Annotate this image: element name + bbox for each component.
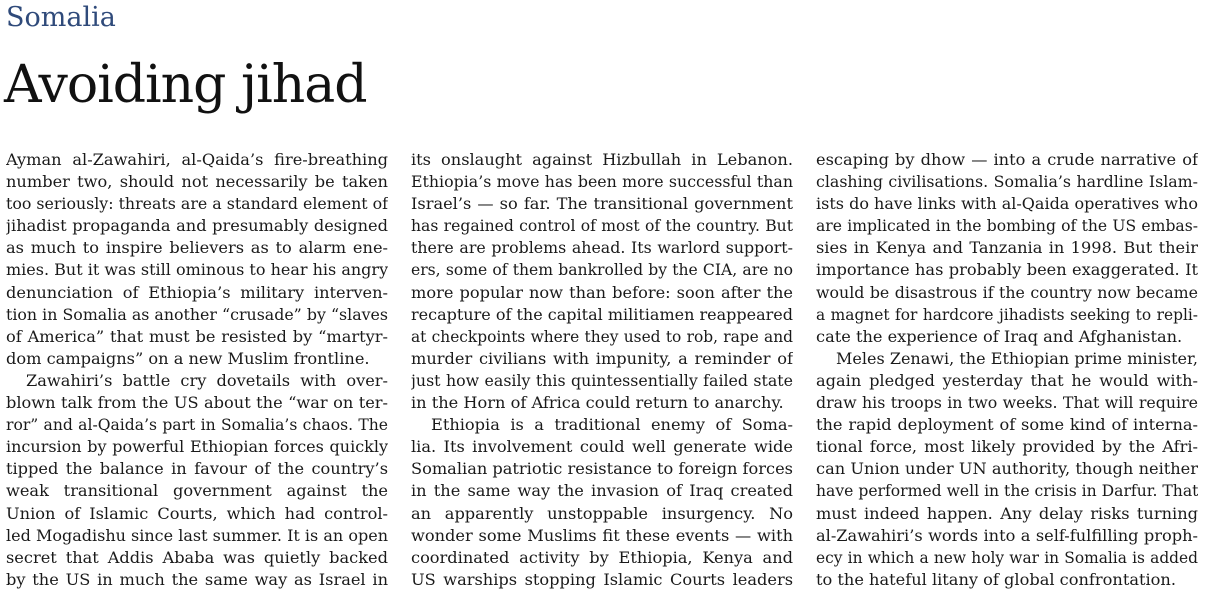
article-line: weak transitional government against the [6, 481, 388, 501]
article-line: ists do have links with al-Qaida operatives who [816, 194, 1198, 214]
article-line: to the hateful litany of global confrontation. [816, 569, 1176, 589]
article-line: a magnet for hardcore jihadists seeking to repli- [816, 305, 1198, 324]
article-line: denunciation of Ethiopia’s military interven- [6, 282, 388, 302]
article-line: ers, some of them bankrolled by the CIA, are no [411, 261, 793, 280]
article-line: would be disastrous if the country now became [816, 282, 1198, 302]
article-line: again pledged yesterday that he would with- [816, 370, 1198, 390]
article-line: has regained control of most of the country. But [411, 217, 793, 236]
article-line: coordinated activity by Ethiopia, Kenya and [411, 547, 793, 567]
article-line: sies in Kenya and Tanzania in 1998. But their [816, 238, 1198, 258]
article-line: led Mogadishu since last summer. It is an open [6, 525, 388, 545]
article-line: blown talk from the US about the “war on ter- [6, 393, 388, 413]
headline: Avoiding jihad [4, 55, 367, 115]
article-line: by the US in much the same way as Israel in [6, 569, 388, 589]
article-line: al-Zawahiri’s words into a self-fulfilling proph- [816, 525, 1198, 545]
article-line: murder civilians with impunity, a reminder of [411, 348, 793, 368]
article-line: recapture of the capital militiamen reappeared [411, 304, 793, 324]
article-line: Israel’s — so far. The transitional government [411, 194, 793, 214]
article-line: an apparently unstoppable insurgency. No [411, 503, 793, 523]
article-line: number two, should not necessarily be taken [6, 172, 388, 192]
article-line: as much to inspire believers as to alarm ene- [6, 238, 388, 258]
article-line: draw his troops in two weeks. That will require [816, 393, 1198, 413]
article-line: more popular now than before: soon after the [411, 282, 793, 302]
article-line: cate the experience of Iraq and Afghanistan. [816, 326, 1183, 346]
article-line: tional force, most likely provided by the Afri- [816, 437, 1198, 457]
article-line: must indeed happen. Any delay risks turning [816, 503, 1198, 523]
article-line: are implicated in the bombing of the US embas- [816, 217, 1198, 236]
article-line: wonder some Muslims fit these events — with [411, 525, 793, 545]
article-line: jihadist propaganda and presumably designed [6, 216, 388, 236]
article-line: clashing civilisations. Somalia’s hardline Islam- [816, 172, 1198, 192]
article-line: Ayman al-Zawahiri, al-Qaida’s fire-breathing [6, 150, 388, 169]
section-label: Somalia [6, 2, 116, 33]
article-line: ecy in which a new holy war in Somalia is added [816, 548, 1198, 567]
article-line: the rapid deployment of some kind of interna- [816, 415, 1198, 435]
article-line: incursion by powerful Ethiopian forces quickly [6, 437, 388, 457]
article-line: Zawahiri’s battle cry dovetails with over- [26, 370, 388, 390]
article-line: dom campaigns” on a new Muslim frontline. [6, 348, 370, 368]
article-line: can Union under UN authority, though neither [816, 459, 1198, 479]
article-line: ror” and al-Qaida’s part in Somalia’s chaos. The [6, 416, 388, 435]
article-line: have performed well in the crisis in Darfur. That [816, 482, 1198, 501]
article-line: too seriously: threats are a standard element of [6, 194, 388, 214]
article-column-1 [6, 149, 388, 591]
article-line: at checkpoints where they used to rob, rape and [411, 327, 793, 346]
article-line: tion in Somalia as another “crusade” by “slaves [6, 304, 388, 324]
article-line: Meles Zenawi, the Ethiopian prime minister, [836, 348, 1198, 368]
article-column-2 [411, 149, 793, 591]
article-line: tipped the balance in favour of the country’s [6, 459, 388, 479]
article-line: of America” that must be resisted by “martyr- [6, 326, 388, 346]
article-line: in the Horn of Africa could return to anarchy. [411, 393, 784, 413]
article-line: Ethiopia’s move has been more successful than [411, 172, 793, 192]
article-line: mies. But it was still ominous to hear his angry [6, 260, 388, 280]
article-line: escaping by dhow — into a crude narrative of [816, 150, 1198, 169]
article-line: its onslaught against Hizbullah in Lebanon. [411, 150, 793, 169]
article-line: Somalian patriotic resistance to foreign forces [411, 459, 793, 479]
article-column-3 [816, 149, 1198, 591]
article-line: lia. Its involvement could well generate wide [411, 437, 793, 457]
article-line: Ethiopia is a traditional enemy of Soma- [431, 415, 793, 435]
article-line: just how easily this quintessentially failed state [411, 370, 793, 390]
article-line: in the same way the invasion of Iraq created [411, 481, 793, 501]
article-line: Union of Islamic Courts, which had control- [6, 503, 388, 523]
article-line: there are problems ahead. Its warlord support- [411, 238, 793, 258]
article-line: US warships stopping Islamic Courts leaders [411, 569, 793, 589]
article-line: secret that Addis Ababa was quietly backed [6, 547, 388, 567]
article-line: importance has probably been exaggerated. It [816, 260, 1198, 280]
